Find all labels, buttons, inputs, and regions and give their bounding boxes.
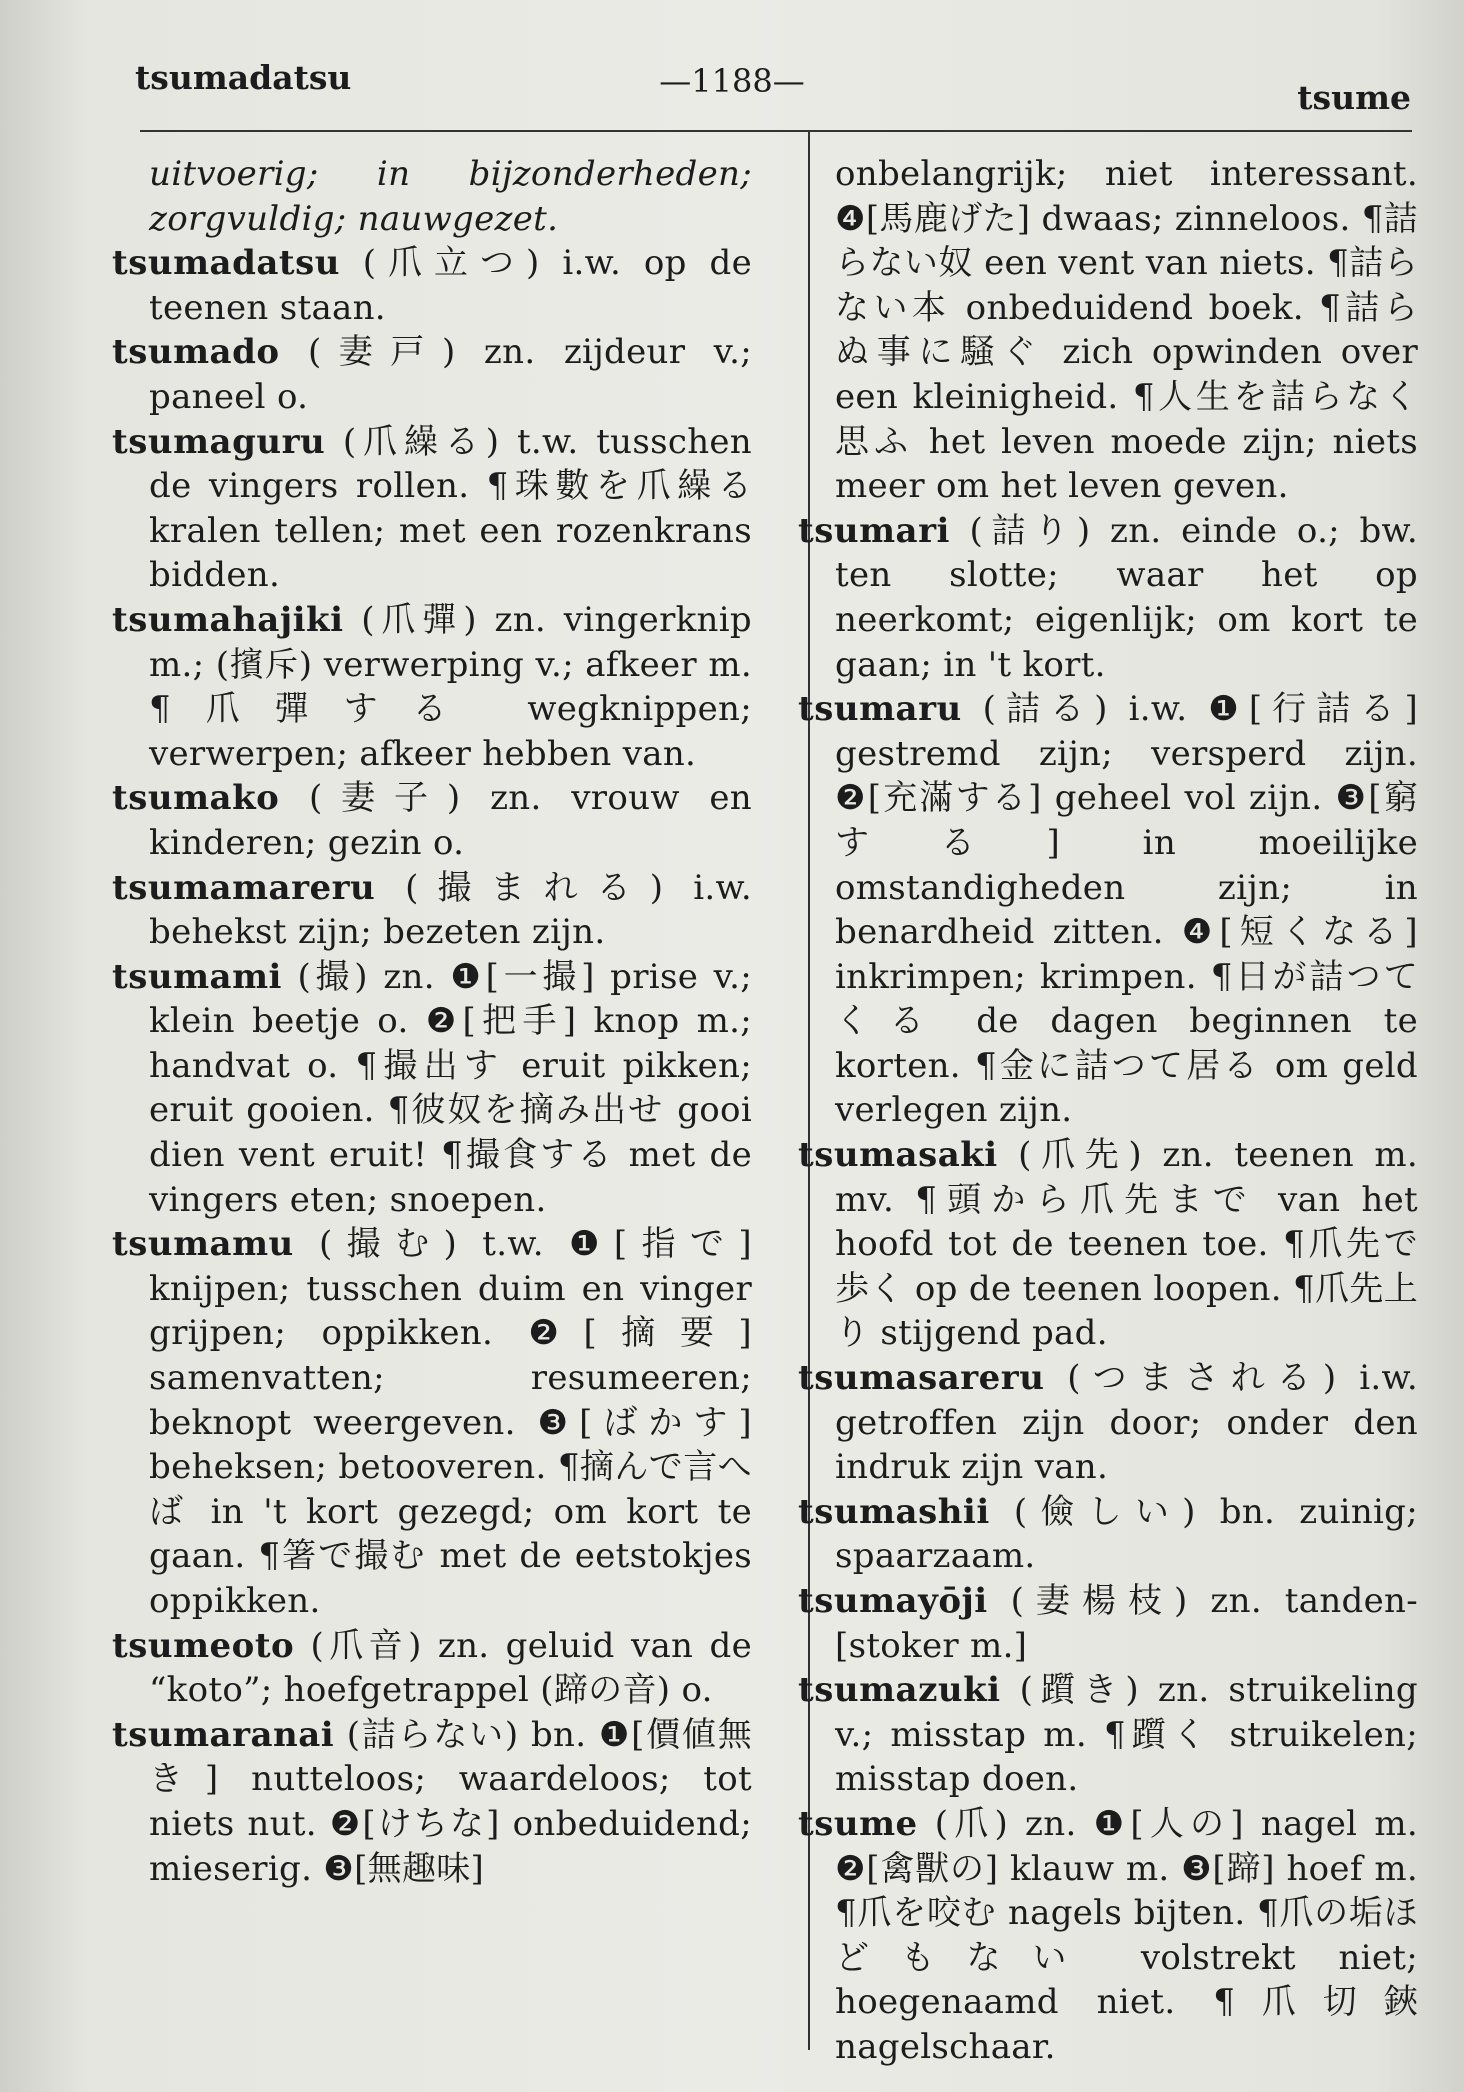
entry-headword: tsumaguru	[112, 421, 326, 462]
entry-headword: tsumeoto	[112, 1625, 295, 1666]
entry-text: (爪音) zn. geluid van de “koto”; hoefgetrappel (蹄の音) o.	[149, 1625, 752, 1711]
entry-text: (爪先) zn. teenen m. mv. ¶頭から爪先まで van het hoofd tot de teenen toe. ¶爪先で歩く op de teenen loopen. ¶爪先上り stijgend pad.	[835, 1135, 1419, 1354]
running-head-right: tsume	[1297, 78, 1411, 117]
entry-text: (儉しい) bn. zuinig; spaarzaam.	[835, 1491, 1419, 1577]
entry-text: (撮む) t.w. ❶[指で] knijpen; tusschen duim en vinger grijpen; oppikken. ❷[摘要] samenvatten; resumeeren; beknopt weergeven. ❸[ばかす] beheksen; betooveren. ¶摘んで言へば in 't kort gezegd; om kort te gaan. ¶箸で撮む met de eetstokjes oppikken.	[149, 1224, 752, 1621]
entry-headword: tsumashii	[798, 1491, 990, 1532]
entry-text: (詰り) zn. einde o.; bw. ten slotte; waar het op neerkomt; eigenlijk; om kort te gaan; in 't kort.	[835, 510, 1419, 685]
entry-headword: tsumami	[112, 956, 282, 997]
dictionary-entry	[112, 420, 752, 598]
page-number: —1188—	[659, 62, 805, 100]
dictionary-entry	[112, 241, 752, 330]
dictionary-entry	[798, 1133, 1418, 1356]
entry-text: (爪彈) zn. vingerknip m.; (擯斥) verwerping v.; afkeer m. ¶爪彈する wegknippen; verwerpen; afkeer hebben van.	[149, 599, 752, 774]
dictionary-entry	[798, 1802, 1418, 2070]
entry-headword: tsumadatsu	[112, 243, 340, 284]
entry-headword: tsumari	[798, 510, 950, 551]
entry-headword: tsumaru	[798, 689, 962, 730]
entry-headword: tsumado	[112, 332, 280, 373]
entry-text: (爪) zn. ❶[人の] nagel m. ❷[禽獸の] klauw m. ❸[蹄] hoef m. ¶爪を咬む nagels bijten. ¶爪の垢ほどもない volstrekt niet; hoegenaamd niet. ¶爪切鋏 nagelschaar.	[835, 1803, 1419, 2067]
entry-headword: tsume	[798, 1803, 918, 1844]
entry-headword: tsumamu	[112, 1224, 294, 1265]
entry-text: (妻楊枝) zn. tanden- [stoker m.]	[835, 1581, 1419, 1666]
entry-headword: tsumasareru	[798, 1358, 1045, 1399]
entry-text: uitvoerig; in bijzonderheden; zorgvuldig; nauwgezet.	[149, 154, 752, 239]
entry-text: (爪繰る) t.w. tusschen de vingers rollen. ¶珠數を爪繰る kralen tellen; met een rozenkrans bidden.	[149, 421, 753, 596]
dictionary-entry	[112, 955, 752, 1223]
dictionary-entry	[112, 598, 752, 776]
dictionary-entry	[112, 330, 752, 419]
entry-text: (妻戸) zn. zijdeur v.; paneel o.	[149, 332, 753, 417]
entry-headword: tsumako	[112, 778, 280, 819]
entry-text: (妻子) zn. vrouw en kinderen; gezin o.	[149, 778, 753, 863]
dictionary-entry	[798, 1490, 1418, 1579]
dictionary-entry	[798, 687, 1418, 1133]
dictionary-entry	[112, 1713, 752, 1891]
dictionary-entry	[798, 1668, 1418, 1802]
entry-continuation	[112, 152, 752, 241]
entry-text: (詰る) i.w. ❶[行詰る] gestremd zijn; versperd zijn. ❷[充滿する] geheel vol zijn. ❸[窮する] in moeilijke omstandigheden zijn; in benardheid zitten. ❹[短くなる] inkrimpen; krimpen. ¶日が詰つてくる de dagen beginnen te korten. ¶金に詰つて居る om geld verlegen zijn.	[835, 689, 1419, 1131]
dictionary-entry	[112, 776, 752, 865]
dictionary-entry	[798, 1579, 1418, 1668]
entry-headword: tsumaranai	[112, 1714, 335, 1755]
right-column	[798, 152, 1418, 2070]
entry-text: (撮まれる) i.w. behekst zijn; bezeten zijn.	[149, 867, 752, 953]
entry-headword: tsumamareru	[112, 867, 376, 908]
dictionary-entry	[112, 866, 752, 955]
entry-headword: tsumahajiki	[112, 599, 344, 640]
entry-continuation	[798, 152, 1418, 509]
entry-headword: tsumazuki	[798, 1670, 1001, 1711]
entry-text: onbelangrijk; niet interessant. ❹[馬鹿げた] dwaas; zinneloos. ¶詰らない奴 een vent van niets. ¶詰らない本 onbeduidend boek. ¶詰らぬ事に騒ぐ zich opwinden over een kleinigheid. ¶人生を詰らなく思ふ het leven moede zijn; niets meer om het leven geven.	[835, 154, 1418, 507]
entry-text: (爪立つ) i.w. op de teenen staan.	[149, 243, 752, 328]
left-column	[112, 152, 752, 1891]
entry-text: (つまされる) i.w. getroffen zijn door; onder den indruk zijn van.	[835, 1358, 1418, 1488]
entry-text: (撮) zn. ❶[一撮] prise v.; klein beetje o. ❷[把手] knop m.; handvat o. ¶撮出す eruit pikken; eruit gooien. ¶彼奴を摘み出せ gooi dien vent eruit! ¶撮食する met de vingers eten; snoepen.	[149, 956, 753, 1220]
entry-text: (詰らない) bn. ❶[價値無き] nutteloos; waardeloos; tot niets nut. ❷[けちな] onbeduidend; mieserig. ❸[無趣味]	[149, 1714, 752, 1889]
entry-headword: tsumayōji	[798, 1581, 988, 1621]
running-head-left: tsumadatsu	[135, 58, 352, 97]
entry-headword: tsumasaki	[798, 1135, 998, 1176]
header-rule	[140, 130, 1412, 132]
entry-text: (躓き) zn. struikeling v.; misstap m. ¶躓く struikelen; misstap doen.	[835, 1670, 1418, 1800]
dictionary-entry	[112, 1624, 752, 1713]
dictionary-entry	[798, 509, 1418, 687]
dictionary-entry	[798, 1356, 1418, 1490]
dictionary-entry	[112, 1222, 752, 1623]
